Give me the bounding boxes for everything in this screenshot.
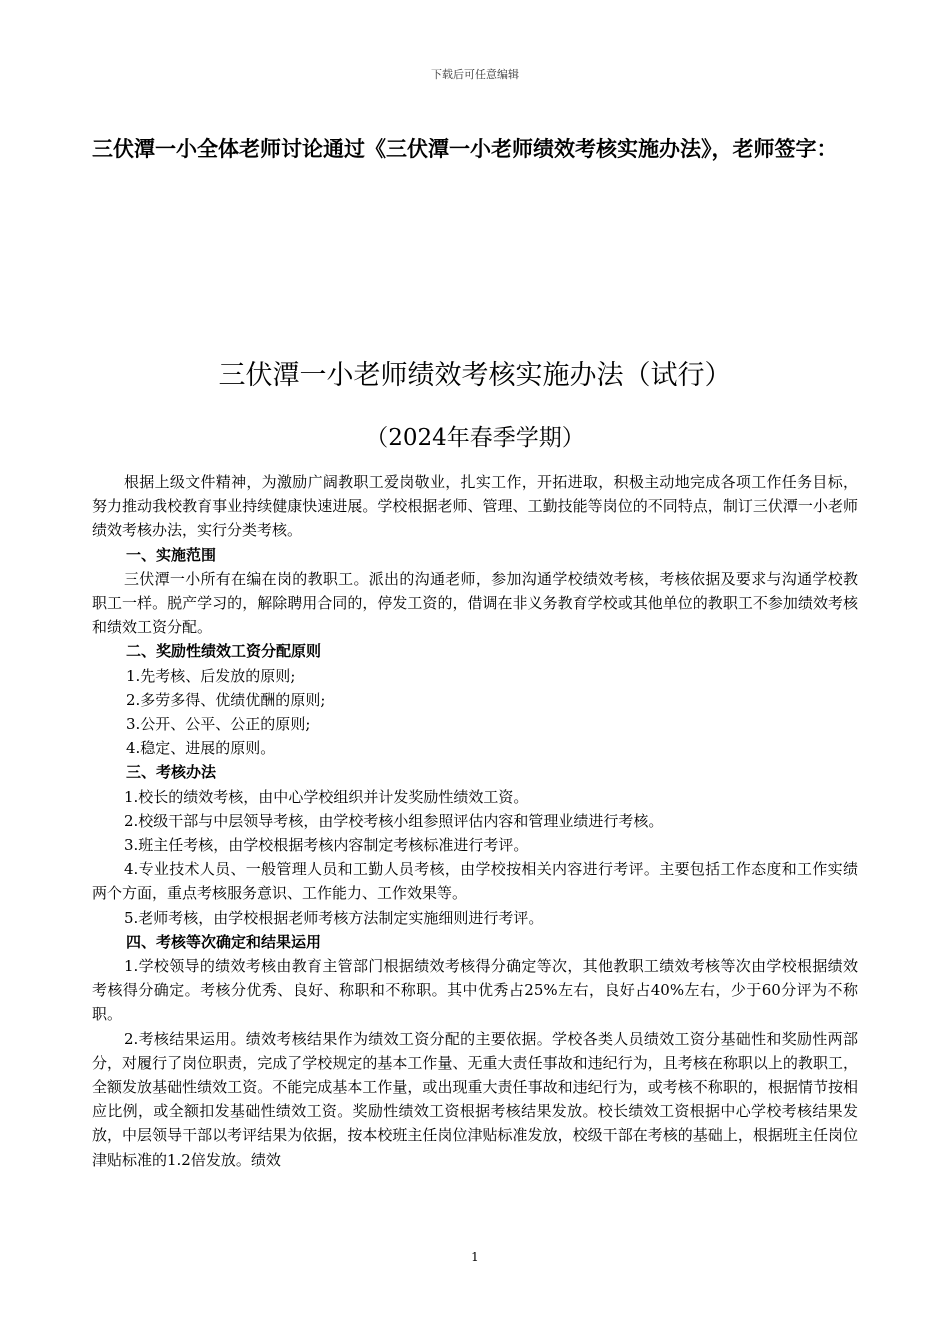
list-item: 2.校级干部与中层领导考核，由学校考核小组参照评估内容和管理业绩进行考核。 [124, 811, 664, 830]
list-item: 1.校长的绩效考核，由中心学校组织并计发奖励性绩效工资。 [124, 787, 529, 806]
list-item: 4.稳定、进展的原则。 [126, 739, 276, 758]
intro-paragraph: 根据上级文件精神，为激励广阔教职工爱岗敬业，扎实工作，开拓进取，积极主动地完成各项工作任务目标，努力推动我校教育事业持续健康快速进展。学校根据老师、管理、工勤技能等岗位的不同特点，制订三伏潭一小老师绩效考核办法，实行分类考核。 [92, 473, 858, 540]
page-number: 1 [471, 1250, 479, 1264]
list-item: 2.多劳多得、优绩优酬的原则; [126, 690, 326, 709]
document-title: 三伏潭一小老师绩效考核实施办法（试行） [218, 360, 732, 391]
list-item: 3.公开、公平、公正的原则; [126, 715, 311, 734]
section-heading: 四、考核等次确定和结果运用 [126, 932, 322, 951]
list-item: 1.学校领导的绩效考核由教育主管部门根据绩效考核得分确定等次，其他教职工绩效考核等次由学校根据绩效考核得分确定。考核分优秀、良好、称职和不称职。其中优秀占25%左右，良好占40%左右，少于60分评为不称职。 [92, 957, 858, 1024]
section-heading: 一、实施范围 [126, 545, 217, 564]
list-item: 3.班主任考核，由学校根据考核内容制定考核标准进行考评。 [124, 836, 529, 855]
section-heading: 二、奖励性绩效工资分配原则 [126, 642, 322, 661]
section-heading: 三、考核办法 [126, 763, 217, 782]
list-item: 1.先考核、后发放的原则; [126, 666, 296, 685]
section-paragraph: 三伏潭一小所有在编在岗的教职工。派出的沟通老师，参加沟通学校绩效考核，考核依据及要求与沟通学校教职工一样。脱产学习的，解除聘用合同的，停发工资的，借调在非义务教育学校或其他单位的教职工不参加绩效考核和绩效工资分配。 [92, 569, 858, 637]
list-item: 4.专业技术人员、一般管理人员和工勤人员考核，由学校按相关内容进行考评。主要包括工作态度和工作实绩两个方面，重点考核服务意识、工作能力、工作效果等。 [92, 860, 858, 903]
list-item: 5.老师考核，由学校根据老师考核方法制定实施细则进行考评。 [124, 908, 544, 927]
signature-line: 三伏潭一小全体老师讨论通过《三伏潭一小老师绩效考核实施办法》，老师签字： [92, 137, 838, 161]
document-body [92, 470, 858, 1172]
list-item: 2.考核结果运用。绩效考核结果作为绩效工资分配的主要依据。学校各类人员绩效工资分基础性和奖励性两部分，对履行了岗位职责，完成了学校规定的基本工作量、无重大责任事故和违纪行为，且考核在称职以上的教职工，全额发放基础性绩效工资。不能完成基本工作量，或出现重大责任事故和违纪行为，或考核不称职的，根据情节按相应比例，或全额扣发基础性绩效工资。奖励性绩效工资根据考核结果发放。校长绩效工资根据中心学校考核结果发放，中层领导干部以考评结果为依据，按本校班主任岗位津贴标准发放，校级干部在考核的基础上，根据班主任岗位津贴标准的1.2倍发放。绩效 [92, 1029, 858, 1169]
header-note: 下载后可任意编辑 [431, 68, 519, 81]
document-subtitle: （2024年春季学期） [365, 425, 585, 451]
